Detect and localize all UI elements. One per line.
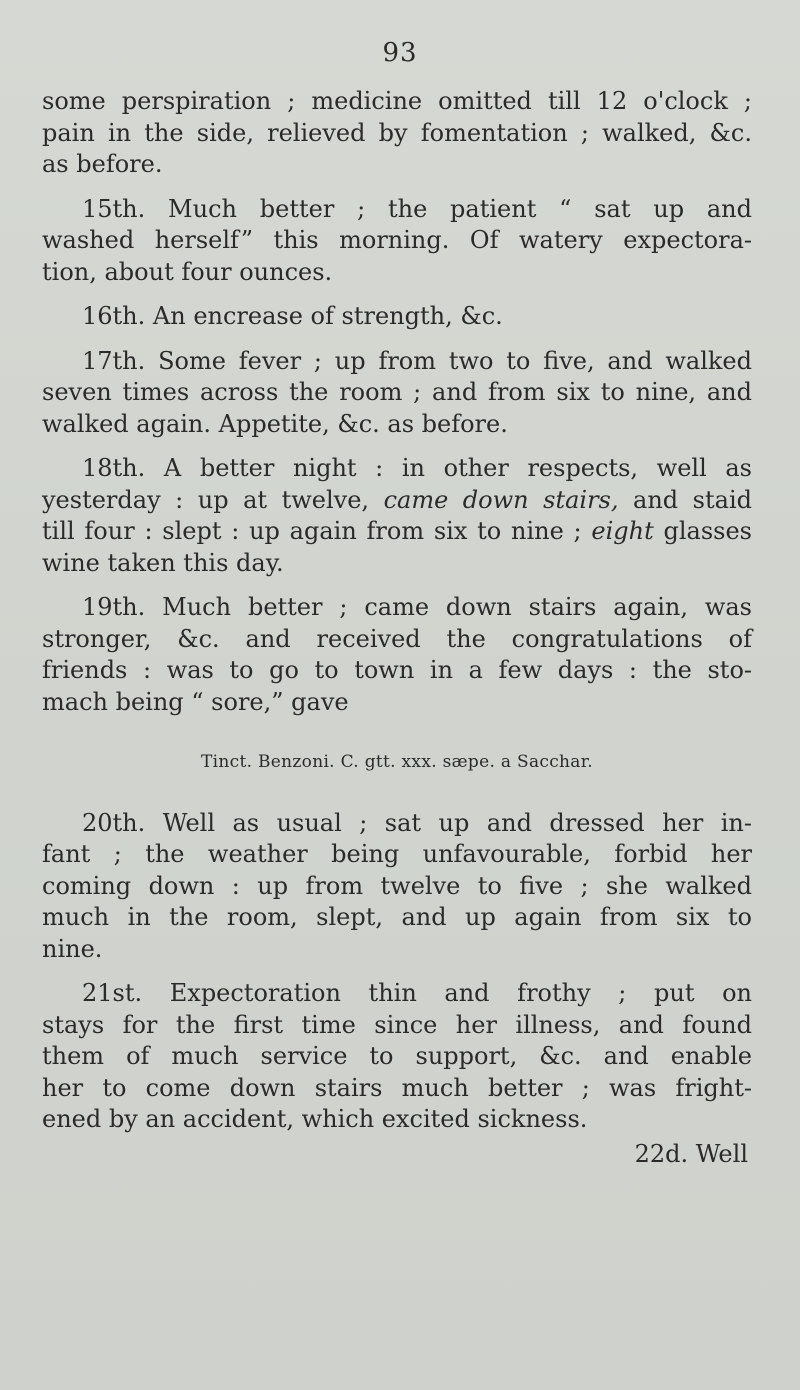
text-line: friends : was to go to town in a few days : the sto- — [42, 656, 752, 684]
text-line: as before. — [42, 150, 163, 178]
text-line: them of much service to support, &c. and enable — [42, 1042, 752, 1070]
text-segment: yesterday : up at twelve, — [42, 485, 384, 514]
text-line: tion, about four ounces. — [42, 257, 333, 286]
paragraph-entry-20th — [42, 808, 752, 966]
page-body — [42, 86, 752, 1170]
text-line: much in the room, slept, and up again from six to — [42, 903, 752, 931]
italic-word: eight — [591, 517, 654, 545]
page-number: 93 — [382, 38, 418, 68]
catchword: 22d. Well — [634, 1139, 748, 1168]
text-line: pain in the side, relieved by fomentation ; walked, &c. — [42, 118, 752, 147]
text-line: stays for the first time since her illness, and found — [42, 1010, 752, 1039]
text-line: ened by an accident, which excited sickness. — [42, 1105, 588, 1133]
text-line: fant ; the weather being unfavourable, forbid her — [42, 840, 752, 868]
prescription-line: Tinct. Benzoni. C. gtt. xxx. sæpe. a Sacchar. — [201, 752, 593, 772]
text-line: coming down : up from twelve to five ; she walked — [42, 871, 752, 900]
text-line: nine. — [42, 934, 103, 963]
text-line: walked again. Appetite, &c. as before. — [42, 409, 508, 438]
text-segment: till four : slept : up again from six to nine ; — [42, 517, 592, 545]
text-segment: and staid — [618, 485, 752, 514]
text-line: wine taken this day. — [42, 548, 284, 577]
paragraph-entry-21st — [42, 978, 752, 1136]
text-line: 19th. Much better ; came down stairs again, was — [82, 593, 752, 621]
text-line: 18th. A better night : in other respects, well as — [82, 454, 752, 482]
paragraph-entry-17th — [42, 346, 752, 441]
text-line: 17th. Some fever ; up from two to five, and walked — [82, 346, 752, 375]
text-line: 16th. An encrease of strength, &c. — [82, 302, 503, 330]
text-line: stronger, &c. and received the congratulations of — [42, 624, 752, 653]
paragraph-entry-14th — [42, 86, 752, 181]
paragraph-entry-19th — [42, 592, 752, 718]
text-line: 20th. Well as usual ; sat up and dressed her in- — [82, 808, 752, 837]
text-line: 21st. Expectoration thin and frothy ; put on — [82, 979, 752, 1007]
paragraph-entry-15th — [42, 194, 752, 289]
text-line — [42, 516, 752, 548]
italic-phrase: came down stairs, — [383, 485, 619, 514]
text-line: seven times across the room ; and from six to nine, and — [42, 378, 752, 406]
paragraph-entry-16th — [42, 301, 752, 333]
text-line — [42, 485, 752, 517]
text-line: some perspiration ; medicine omitted till 12 o'clock ; — [42, 87, 752, 115]
text-line: 15th. Much better ; the patient “ sat up and — [82, 194, 752, 223]
text-line: washed herself” this morning. Of watery expectora- — [42, 226, 752, 254]
paragraph-entry-18th — [42, 453, 752, 579]
text-line: her to come down stairs much better ; was fright- — [42, 1073, 752, 1102]
text-segment: glasses — [653, 517, 752, 545]
text-line: mach being “ sore,” gave — [42, 687, 349, 716]
